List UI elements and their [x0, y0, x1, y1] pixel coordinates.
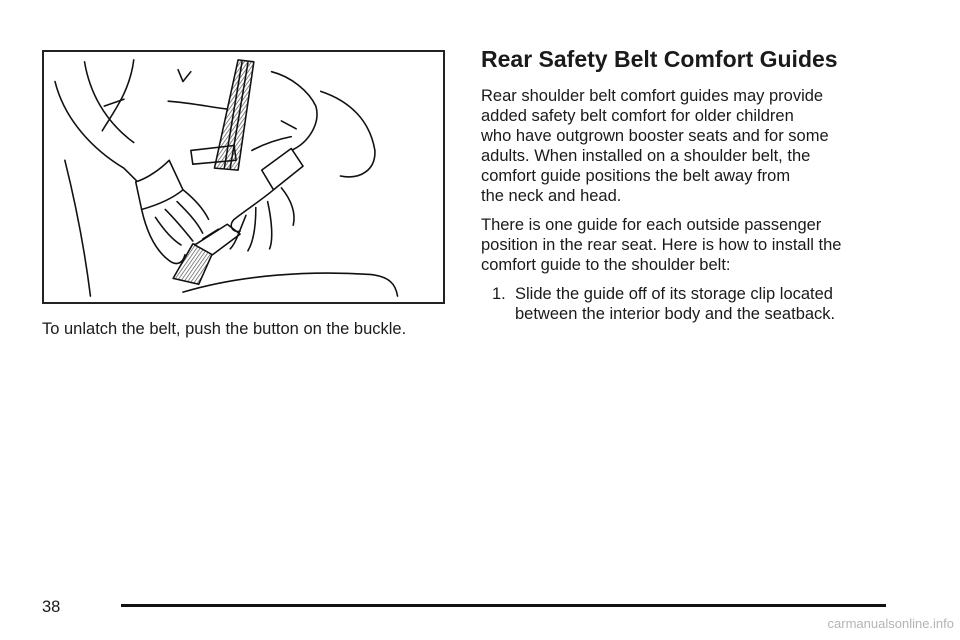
intro-paragraph [481, 86, 921, 206]
watermark: carmanualsonline.info [827, 616, 954, 631]
paragraph-line: comfort guide to the shoulder belt: [481, 256, 731, 274]
paragraph-line: position in the rear seat. Here is how to install the [481, 236, 842, 254]
seat-belt-illustration [42, 50, 445, 304]
paragraph-line: There is one guide for each outside passenger [481, 216, 822, 234]
paragraph-line: adults. When installed on a shoulder belt, the [481, 147, 811, 165]
paragraph-line: Rear shoulder belt comfort guides may provide [481, 87, 824, 105]
figure-caption: To unlatch the belt, push the button on the buckle. [42, 320, 407, 338]
paragraph-line: the neck and head. [481, 187, 622, 205]
main-column [481, 44, 921, 324]
step-item [492, 284, 921, 324]
paragraph-line: who have outgrown booster seats and for some [481, 127, 829, 145]
paragraph-line: added safety belt comfort for older children [481, 107, 794, 125]
step-number: 1. [492, 285, 506, 303]
step-text [515, 284, 835, 324]
page-number: 38 [42, 598, 61, 616]
guide-paragraph [481, 215, 921, 275]
paragraph-line: comfort guide positions the belt away from [481, 167, 791, 185]
section-heading: Rear Safety Belt Comfort Guides [481, 46, 838, 72]
footer-rule [121, 604, 886, 607]
step-list [492, 284, 921, 324]
step-line: Slide the guide off of its storage clip located [515, 285, 833, 303]
step-line: between the interior body and the seatback. [515, 305, 836, 323]
hands-unlatching-seat-belt-icon [44, 52, 443, 302]
